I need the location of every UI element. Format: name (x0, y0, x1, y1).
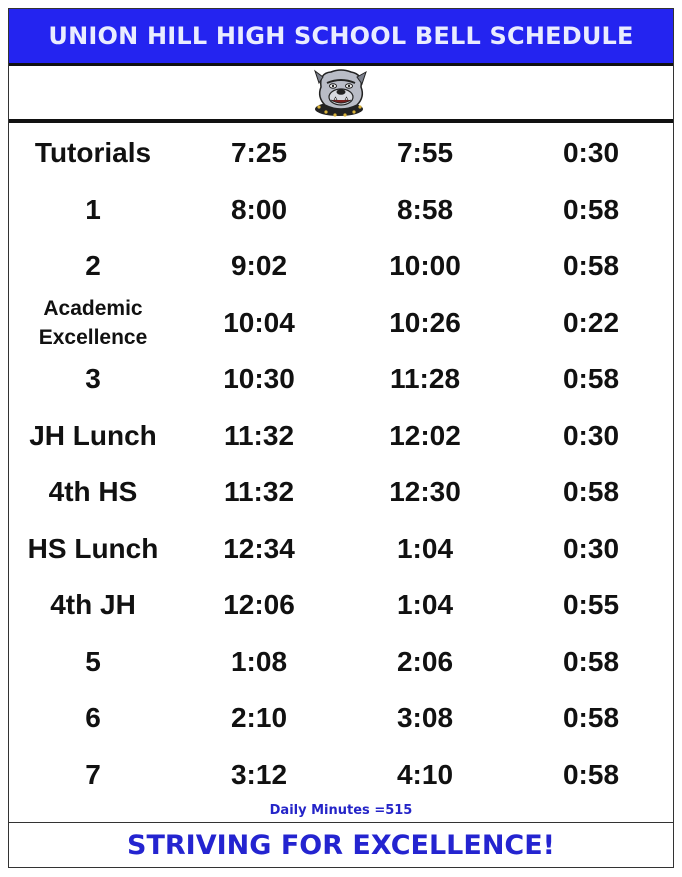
start-time: 10:30 (223, 363, 295, 395)
bulldog-mascot-icon (309, 67, 373, 119)
duration: 0:22 (562, 306, 620, 338)
page-title: UNION HILL HIGH SCHOOL BELL SCHEDULE (48, 22, 634, 50)
table-row (9, 521, 673, 578)
end-time: 1:04 (396, 589, 454, 621)
end-time: 2:06 (396, 645, 454, 677)
period-name: 2 (85, 250, 101, 282)
start-time: 8:00 (230, 193, 288, 225)
duration: 0:58 (562, 363, 620, 395)
duration: 0:30 (562, 137, 620, 169)
daily-minutes: Daily Minutes =515 (269, 803, 413, 818)
duration: 0:58 (562, 193, 620, 225)
end-time: 11:28 (389, 363, 461, 395)
start-time: 1:08 (230, 645, 288, 677)
period-name: 1 (85, 193, 101, 225)
start-time: 7:25 (230, 137, 288, 169)
period-name: 4th JH (50, 589, 136, 621)
period-name: 6 (85, 702, 101, 734)
duration: 0:30 (562, 419, 620, 451)
period-name: HS Lunch (27, 532, 159, 564)
end-time: 3:08 (396, 702, 454, 734)
duration: 0:58 (562, 702, 620, 734)
start-time: 11:32 (223, 476, 295, 508)
start-time: 12:06 (223, 589, 295, 621)
end-time: 7:55 (396, 137, 454, 169)
period-name: 7 (85, 758, 101, 790)
table-row (9, 577, 673, 634)
table-row (9, 125, 673, 182)
period-name (39, 294, 148, 352)
logo-row (9, 66, 673, 123)
end-time: 4:10 (396, 758, 454, 790)
start-time: 10:04 (223, 306, 295, 338)
end-time: 1:04 (396, 532, 454, 564)
start-time: 12:34 (223, 532, 295, 564)
period-name: 4th HS (48, 476, 138, 508)
table-row (9, 464, 673, 521)
start-time: 3:12 (230, 758, 288, 790)
duration: 0:58 (562, 250, 620, 282)
end-time: 10:00 (389, 250, 461, 282)
schedule-table (9, 125, 673, 803)
end-time: 12:02 (389, 419, 461, 451)
start-time: 2:10 (230, 702, 288, 734)
duration: 0:58 (562, 758, 620, 790)
bell-schedule-sheet (8, 8, 674, 868)
period-name: 5 (85, 645, 101, 677)
table-row (9, 747, 673, 804)
duration: 0:58 (562, 645, 620, 677)
title-banner (9, 9, 673, 66)
duration: 0:55 (562, 589, 620, 621)
table-row (9, 182, 673, 239)
start-time: 11:32 (223, 419, 295, 451)
motto-text: STRIVING FOR EXCELLENCE! (127, 830, 555, 861)
end-time: 8:58 (396, 193, 454, 225)
duration: 0:30 (562, 532, 620, 564)
period-name: JH Lunch (29, 419, 157, 451)
table-row (9, 295, 673, 352)
period-name-line2: Excellence (38, 325, 148, 349)
table-row (9, 238, 673, 295)
start-time: 9:02 (230, 250, 288, 282)
period-name: Tutorials (34, 137, 152, 169)
table-row (9, 408, 673, 465)
period-name-line1: Academic (43, 296, 143, 320)
end-time: 10:26 (389, 306, 461, 338)
footer-banner (9, 822, 673, 868)
table-row (9, 351, 673, 408)
table-row (9, 634, 673, 691)
end-time: 12:30 (389, 476, 461, 508)
table-row (9, 690, 673, 747)
duration: 0:58 (562, 476, 620, 508)
period-name: 3 (85, 363, 101, 395)
